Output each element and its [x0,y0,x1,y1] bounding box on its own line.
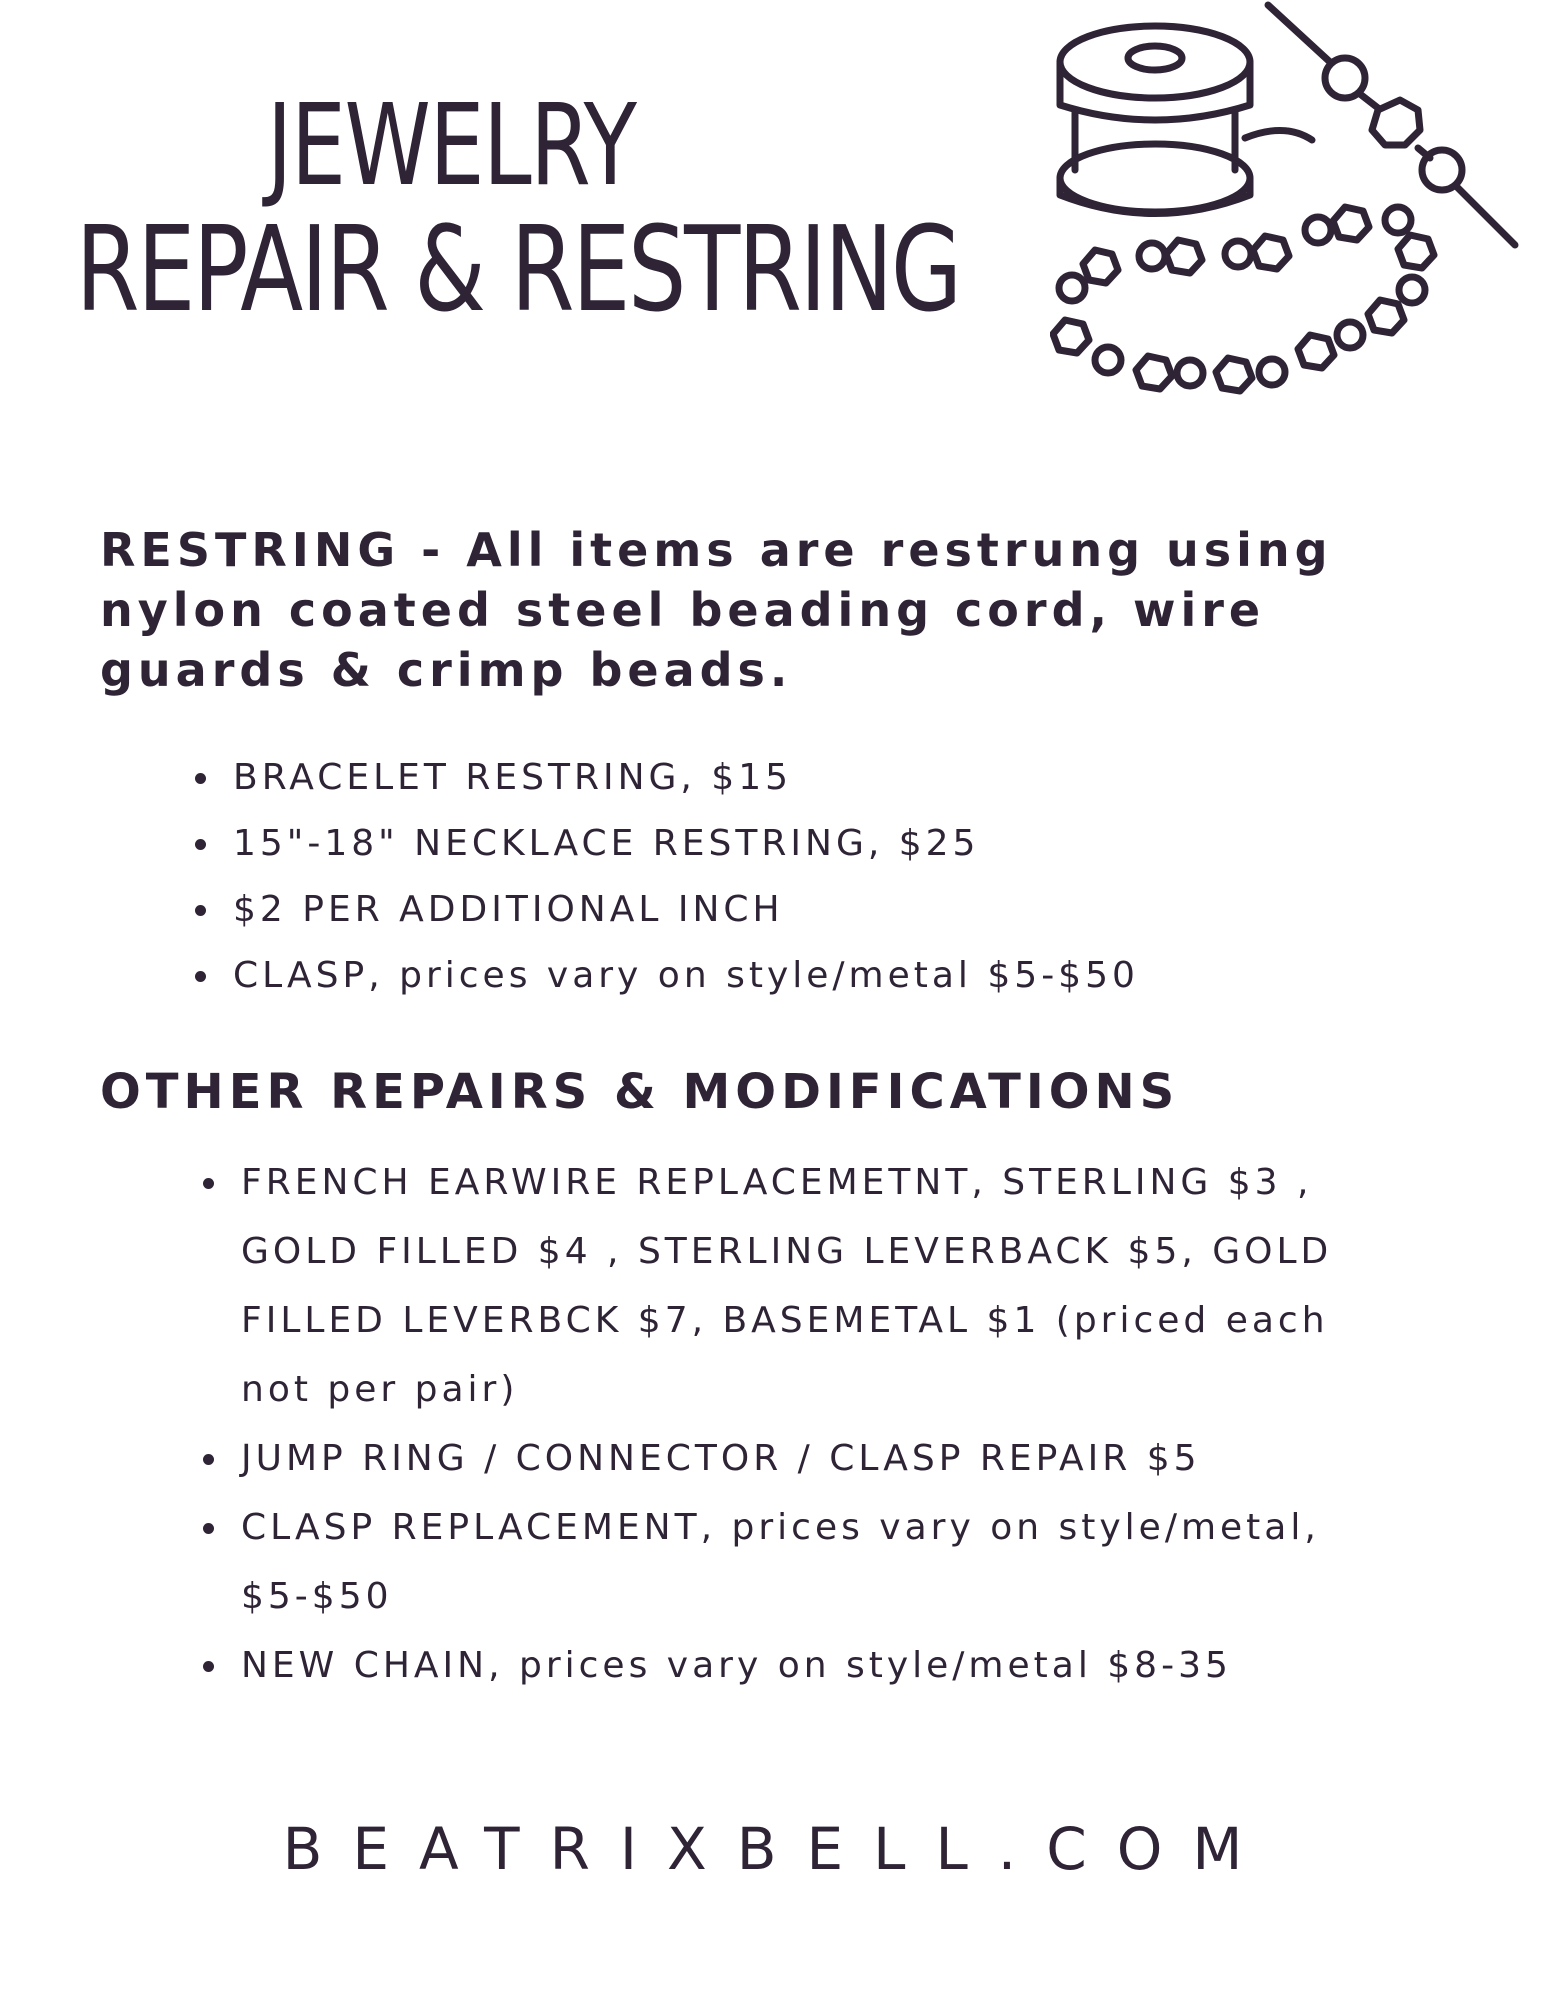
list-item: $2 PER ADDITIONAL INCH [195,877,1395,943]
thread-spool-icon [1060,26,1312,214]
website-footer: BEATRIXBELL.COM [282,1815,1273,1883]
list-item: 15"-18" NECKLACE RESTRING, $25 [195,811,1395,877]
list-item: FRENCH EARWIRE REPLACEMETNT, STERLING $3 , GOLD FILLED $4 , STERLING LEVERBACK $5, GOLD FILLED LEVERBCK $7, BASEMETAL $1 (priced each not per pair) [203,1148,1363,1424]
list-item: JUMP RING / CONNECTOR / CLASP REPAIR $5 [203,1424,1363,1493]
page-title [60,81,1040,338]
jewelry-illustration [1050,0,1545,410]
title-line-jewelry: JEWELRY [266,81,636,211]
restring-heading: RESTRING - All items are restrung using nylon coated steel beading cord, wire guards & crimp beads. [100,523,1333,697]
list-item: CLASP, prices vary on style/metal $5-$50 [195,943,1395,1009]
list-item: CLASP REPLACEMENT, prices vary on style/metal, $5-$50 [203,1493,1363,1631]
other-repairs-price-list [203,1148,1363,1700]
list-item: NEW CHAIN, prices vary on style/metal $8-35 [203,1631,1363,1700]
list-item: BRACELET RESTRING, $15 [195,745,1395,811]
beaded-bracelet-icon [1053,207,1434,391]
title-line-repair-restring: REPAIR & RESTRING [75,200,960,338]
restring-price-list [195,745,1395,1009]
other-repairs-heading: OTHER REPAIRS & MODIFICATIONS [100,1064,1180,1120]
